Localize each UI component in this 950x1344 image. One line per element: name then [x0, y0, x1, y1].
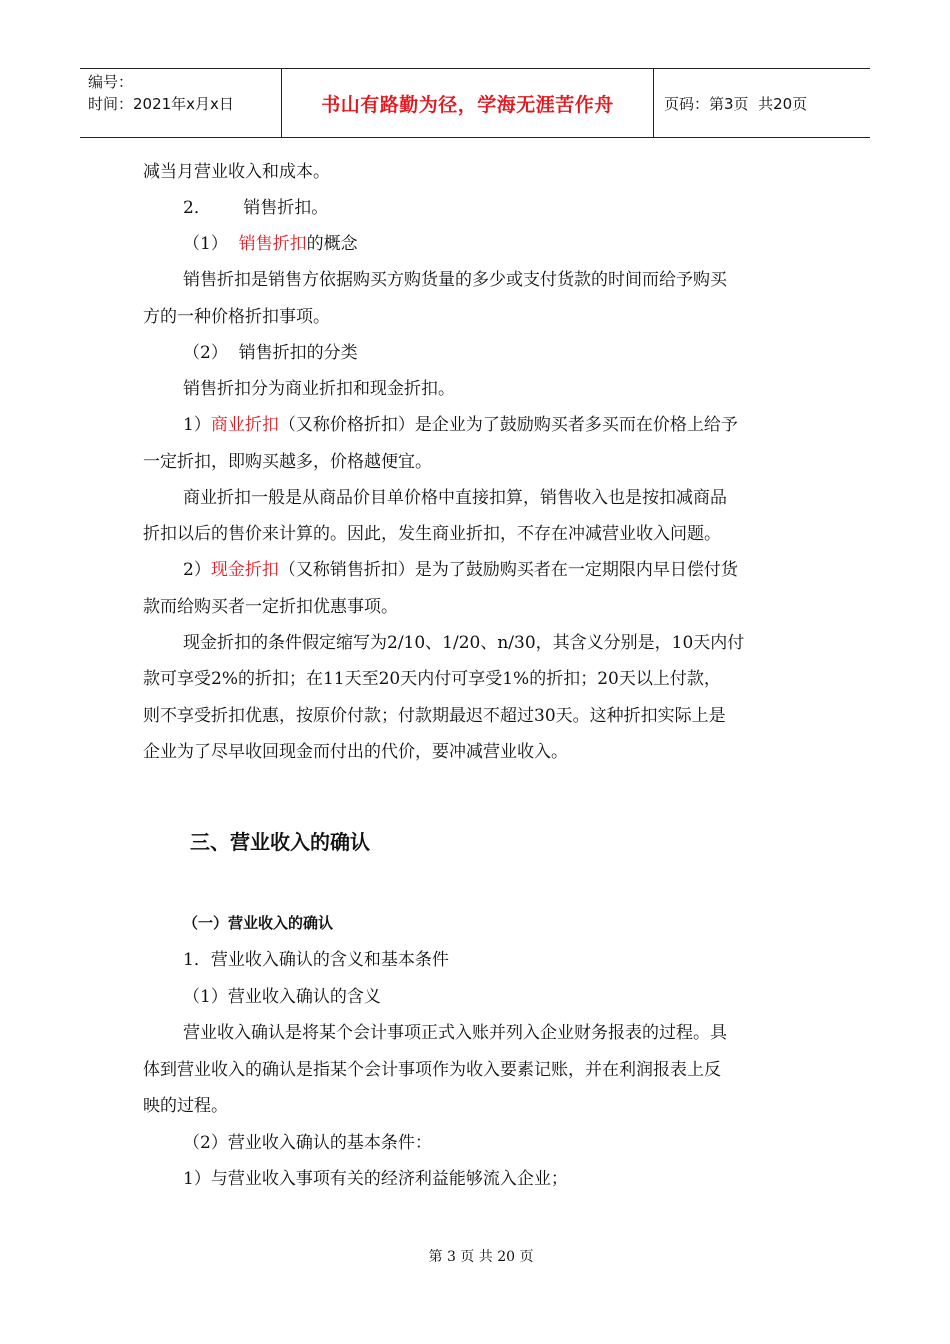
header-meta [80, 69, 282, 137]
paragraph-line: 映的过程。 [143, 1096, 228, 1116]
paragraph-line: 1．营业收入确认的含义和基本条件 [183, 950, 449, 970]
page-info-text: 页码：第3页 共20页 [664, 94, 808, 113]
header-page-info [654, 69, 870, 137]
paragraph-line: 方的一种价格折扣事项。 [143, 307, 330, 327]
header-motto: 书山有路勤为径，学海无涯苦作舟 [282, 69, 654, 137]
paragraph-line: （2） 销售折扣的分类 [183, 343, 358, 363]
paragraph-line: 则不享受折扣优惠，按原价付款；付款期最迟不超过30天。这种折扣实际上是 [143, 706, 726, 726]
paragraph-line [183, 558, 738, 582]
line-prefix: 1） [183, 415, 211, 435]
paragraph-line: 款而给购买者一定折扣优惠事项。 [143, 597, 398, 617]
highlighted-term: 现金折扣 [210, 560, 279, 580]
line-suffix: （又称价格折扣）是企业为了鼓励购买者多买而在价格上给予 [278, 415, 738, 435]
highlighted-term: 商业折扣 [210, 415, 279, 435]
paragraph-line: 一定折扣，即购买越多，价格越便宜。 [143, 452, 432, 472]
page-footer: 第 3 页 共 20 页 [428, 1249, 534, 1265]
paragraph-line [183, 232, 358, 256]
paragraph-line: 折扣以后的售价来计算的。因此，发生商业折扣，不存在冲减营业收入问题。 [143, 524, 721, 544]
time-label: 时间：2021年x月x日 [88, 95, 234, 113]
paragraph-line: 商业折扣一般是从商品价目单价格中直接扣算，销售收入也是按扣减商品 [183, 488, 727, 508]
line-prefix: 2） [183, 560, 211, 580]
page-header [80, 68, 870, 138]
paragraph-line: 款可享受2%的折扣；在11天至20天内付可享受1%的折扣；20天以上付款， [143, 669, 721, 689]
line-prefix: （1） [183, 234, 239, 254]
paragraph-line: 销售折扣分为商业折扣和现金折扣。 [183, 379, 455, 399]
paragraph-line: 销售折扣是销售方依据购买方购货量的多少或支付货款的时间而给予购买 [183, 270, 727, 290]
paragraph-line: 1）与营业收入事项有关的经济利益能够流入企业； [183, 1169, 568, 1189]
paragraph-line: （1）营业收入确认的含义 [183, 987, 381, 1007]
line-suffix: 的概念 [306, 234, 358, 254]
paragraph-line: 2． 销售折扣。 [183, 198, 329, 218]
paragraph-line: 减当月营业收入和成本。 [143, 162, 330, 182]
paragraph-line: 体到营业收入的确认是指某个会计事项作为收入要素记账，并在利润报表上反 [143, 1060, 721, 1080]
number-label: 编号： [88, 73, 134, 91]
paragraph-line: 营业收入确认是将某个会计事项正式入账并列入企业财务报表的过程。具 [183, 1023, 727, 1043]
line-suffix: （又称销售折扣）是为了鼓励购买者在一定期限内早日偿付货 [278, 560, 738, 580]
paragraph-line [183, 413, 738, 437]
subsection-heading: （一）营业收入的确认 [183, 914, 334, 932]
paragraph-line: 企业为了尽早收回现金而付出的代价，要冲减营业收入。 [143, 742, 568, 762]
section-heading: 三、营业收入的确认 [190, 830, 370, 854]
highlighted-term: 销售折扣 [238, 234, 307, 254]
paragraph-line: （2）营业收入确认的基本条件： [183, 1133, 432, 1153]
paragraph-line: 现金折扣的条件假定缩写为2/10、1/20、n/30，其含义分别是，10天内付 [183, 633, 745, 653]
